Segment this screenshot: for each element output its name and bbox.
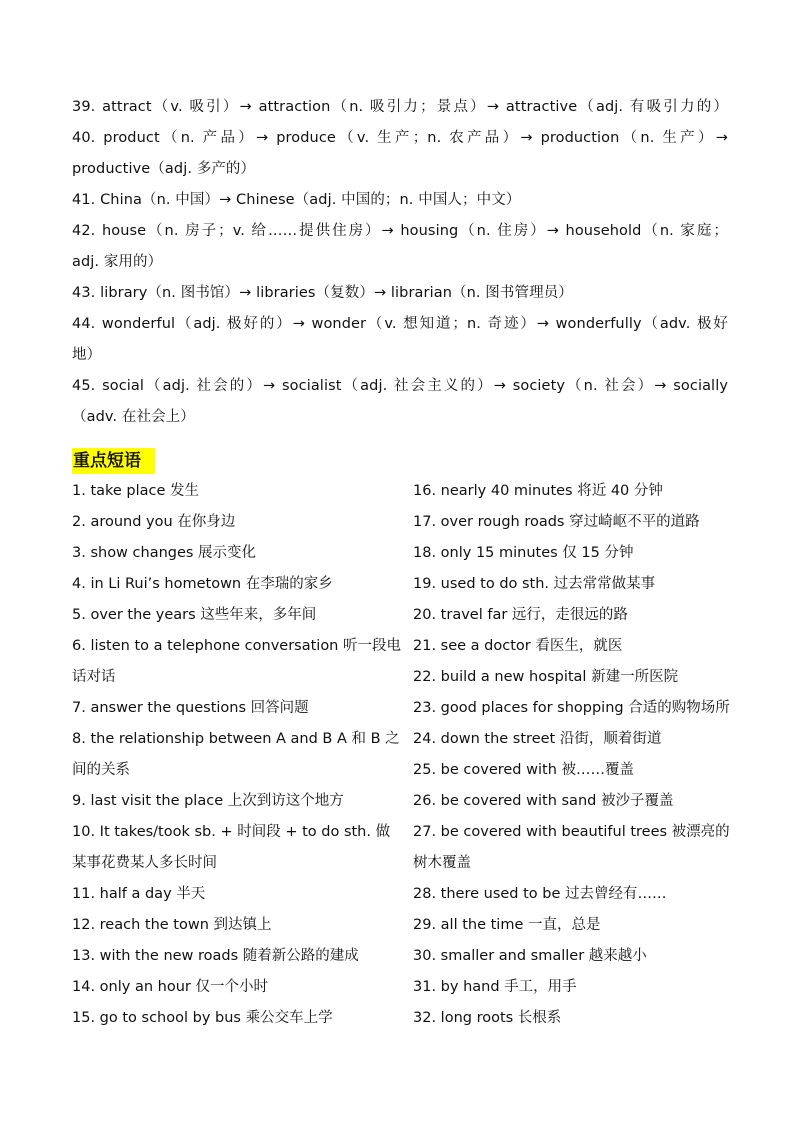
phrase-item: 16. nearly 40 minutes 将近 40 分钟: [413, 483, 663, 499]
word-family-list: [72, 92, 728, 433]
phrase-item: 28. there used to be 过去曾经有……: [413, 886, 667, 902]
phrase-item: 8. the relationship between A and B A 和 B 之: [72, 731, 400, 747]
word-line-41: 41. China（n. 中国）→ Chinese（adj. 中国的；n. 中国人；中文）: [72, 192, 521, 208]
phrase-item: 32. long roots 长根系: [413, 1010, 562, 1026]
phrase-item: 21. see a doctor 看医生，就医: [413, 638, 623, 654]
phrase-item: 5. over the years 这些年来，多年间: [72, 607, 317, 623]
phrase-item: 10. It takes/took sb. + 时间段 + to do sth. 做: [72, 824, 391, 840]
phrase-item: 23. good places for shopping 合适的购物场所: [413, 700, 730, 716]
phrase-item: 29. all the time 一直，总是: [413, 917, 601, 933]
section-heading-key-phrases: 重点短语: [72, 448, 155, 474]
phrase-item: 18. only 15 minutes 仅 15 分钟: [413, 545, 634, 561]
phrase-item: 17. over rough roads 穿过崎岖不平的道路: [413, 514, 700, 530]
phrase-item-continuation: 间的关系: [72, 762, 130, 778]
word-line-42a: 42. house（n. 房子；v. 给……提供住房）→ housing（n. 住房）→ household（n. 家庭；: [72, 223, 728, 239]
word-line-39: 39. attract（v. 吸引）→ attraction（n. 吸引力；景点）→ attractive（adj. 有吸引力的）: [72, 99, 728, 115]
word-line-43: 43. library（n. 图书馆）→ libraries（复数）→ librarian（n. 图书管理员）: [72, 285, 573, 301]
phrase-column-left: [72, 476, 401, 1034]
phrase-item: 9. last visit the place 上次到访这个地方: [72, 793, 344, 809]
word-line-42b: adj. 家用的）: [72, 254, 163, 270]
phrase-item: 15. go to school by bus 乘公交车上学: [72, 1010, 333, 1026]
phrase-item: 27. be covered with beautiful trees 被漂亮的: [413, 824, 730, 840]
phrase-item-continuation: 某事花费某人多长时间: [72, 855, 217, 871]
phrase-item: 11. half a day 半天: [72, 886, 206, 902]
phrase-item: 7. answer the questions 回答问题: [72, 700, 309, 716]
phrase-item: 4. in Li Rui’s hometown 在李瑞的家乡: [72, 576, 333, 592]
phrase-item: 26. be covered with sand 被沙子覆盖: [413, 793, 674, 809]
word-line-40a: 40. product（n. 产品）→ produce（v. 生产；n. 农产品）→ production（n. 生产）→: [72, 130, 728, 146]
phrase-item: 30. smaller and smaller 越来越小: [413, 948, 647, 964]
word-line-44b: 地）: [72, 347, 102, 363]
phrase-column-right: [413, 476, 731, 1034]
phrase-item: 12. reach the town 到达镇上: [72, 917, 272, 933]
phrase-item: 2. around you 在你身边: [72, 514, 236, 530]
phrase-item: 3. show changes 展示变化: [72, 545, 257, 561]
phrase-item: 13. with the new roads 随着新公路的建成: [72, 948, 359, 964]
phrase-item: 6. listen to a telephone conversation 听一段电: [72, 638, 401, 654]
phrase-item: 31. by hand 手工，用手: [413, 979, 577, 995]
phrase-item-continuation: 话对话: [72, 669, 116, 685]
phrase-item: 24. down the street 沿街，顺着街道: [413, 731, 662, 747]
word-line-44a: 44. wonderful（adj. 极好的）→ wonder（v. 想知道；n. 奇迹）→ wonderfully（adv. 极好: [72, 316, 728, 332]
phrase-item: 25. be covered with 被……覆盖: [413, 762, 634, 778]
phrase-item: 22. build a new hospital 新建一所医院: [413, 669, 679, 685]
phrase-item: 14. only an hour 仅一个小时: [72, 979, 268, 995]
phrase-item: 19. used to do sth. 过去常常做某事: [413, 576, 656, 592]
phrase-item: 1. take place 发生: [72, 483, 200, 499]
phrase-item-continuation: 树木覆盖: [413, 855, 471, 871]
word-line-45a: 45. social（adj. 社会的）→ socialist（adj. 社会主义的）→ society（n. 社会）→ socially: [72, 378, 728, 394]
word-line-40b: productive（adj. 多产的）: [72, 161, 256, 177]
phrase-item: 20. travel far 远行，走很远的路: [413, 607, 628, 623]
word-line-45b: （adv. 在社会上）: [72, 409, 195, 425]
